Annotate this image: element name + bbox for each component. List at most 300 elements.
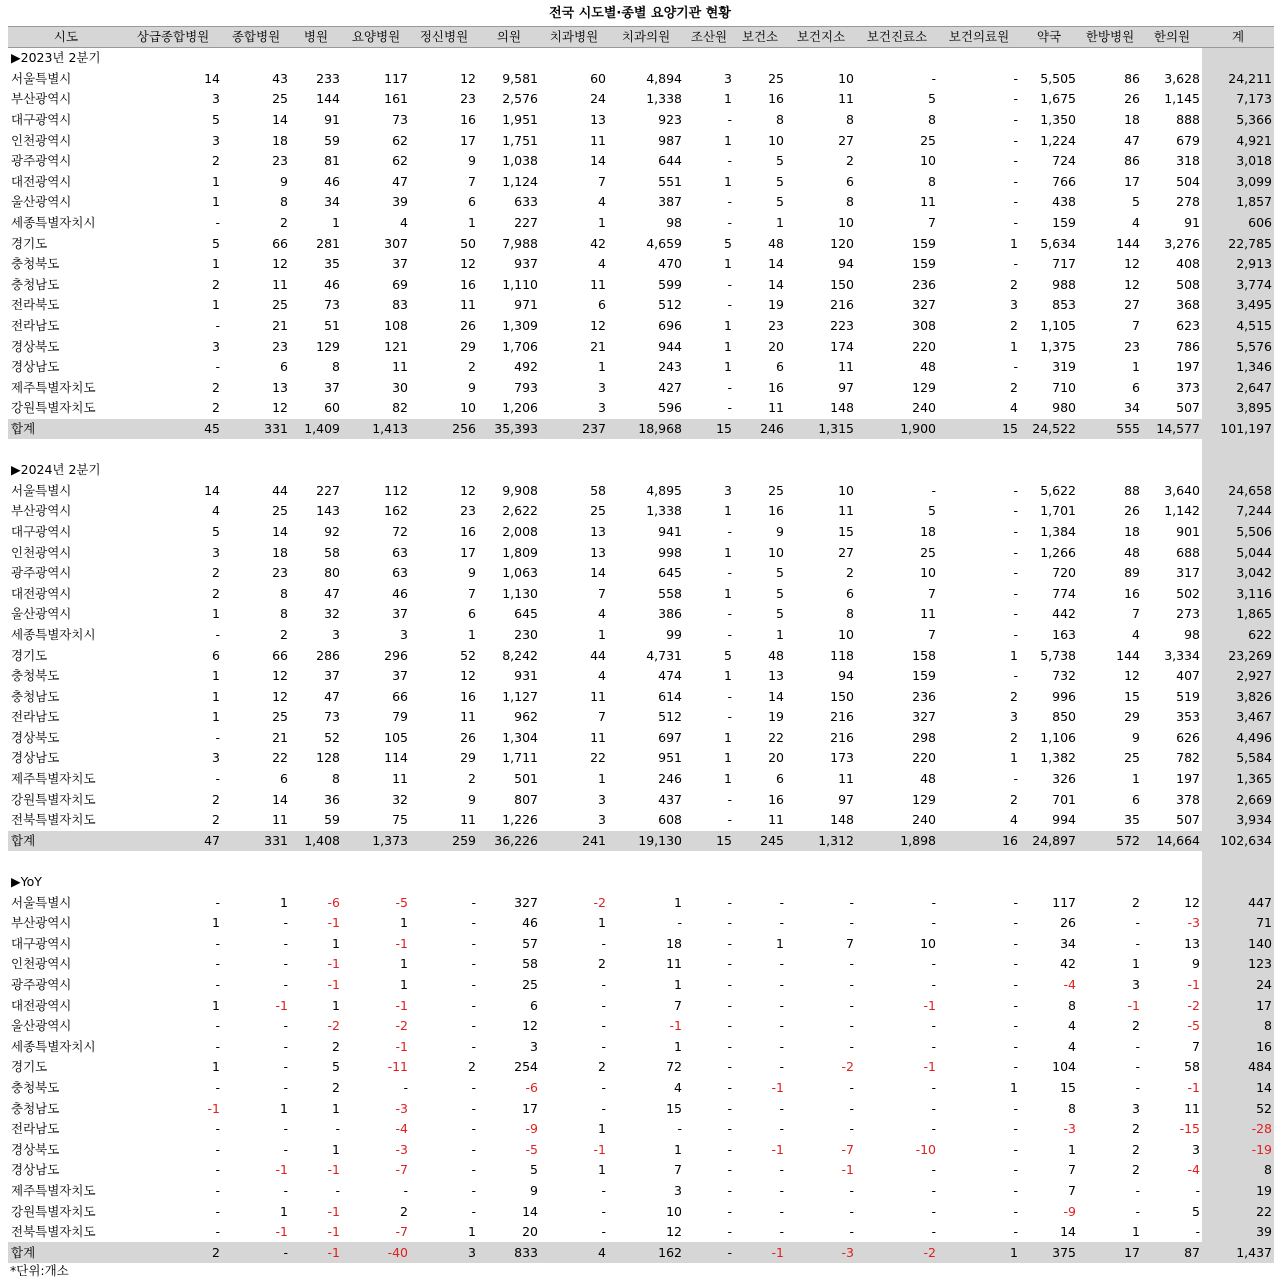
value-cell: 1,145 — [1164, 91, 1200, 107]
value-cell: 427 — [658, 379, 682, 395]
value-cell: 1,224 — [1040, 132, 1076, 148]
value-cell: 962 — [514, 709, 538, 725]
value-cell: - — [727, 276, 732, 292]
region-cell: 경상북도 — [11, 1141, 60, 1157]
value-cell: 10 — [768, 132, 784, 148]
value-cell: 9,908 — [502, 482, 538, 498]
value-cell: 18 — [920, 523, 936, 539]
value-cell: - — [601, 1203, 606, 1219]
value-cell: 1,865 — [1202, 604, 1274, 625]
value-cell: 20 — [768, 338, 784, 354]
value-cell: 245 — [734, 831, 786, 852]
value-cell: 162 — [608, 1242, 684, 1263]
table-row — [8, 748, 1274, 769]
value-cell: -1 — [395, 997, 408, 1013]
value-cell: -3 — [395, 1100, 408, 1116]
value-cell: 1,106 — [1040, 729, 1076, 745]
region-cell: 세종특별자치시 — [11, 215, 96, 231]
value-cell: - — [1013, 977, 1018, 993]
value-cell: 11 — [768, 812, 784, 828]
value-cell: 15 — [684, 831, 734, 852]
table-row — [8, 1016, 1274, 1037]
statistics-table — [8, 26, 1274, 1263]
value-cell: 1 — [332, 1141, 340, 1157]
value-cell: 3 — [724, 482, 732, 498]
value-cell: 11 — [392, 771, 408, 787]
value-cell: 60 — [324, 400, 340, 416]
column-header: 시도 — [8, 27, 124, 48]
value-cell: 11 — [392, 359, 408, 375]
value-cell: -15 — [1179, 1121, 1200, 1137]
value-cell: 42 — [590, 235, 606, 251]
value-cell: - — [849, 915, 854, 931]
value-cell: 6 — [1132, 791, 1140, 807]
value-cell: 62 — [392, 153, 408, 169]
value-cell: 1 — [332, 997, 340, 1013]
value-cell: 1 — [280, 1100, 288, 1116]
value-cell: 1 — [598, 1121, 606, 1137]
value-cell: 1 — [674, 1141, 682, 1157]
table-row — [8, 666, 1274, 687]
value-cell: -1 — [290, 1242, 342, 1263]
value-cell: 1 — [212, 606, 220, 622]
value-cell: 102,634 — [1202, 831, 1274, 852]
value-cell: 1 — [1132, 956, 1140, 972]
region-cell: 경기도 — [11, 1059, 48, 1075]
value-cell: 2 — [846, 153, 854, 169]
value-cell: 46 — [324, 276, 340, 292]
value-cell: 16 — [460, 112, 476, 128]
value-cell: 2 — [212, 791, 220, 807]
value-cell: 14 — [590, 565, 606, 581]
value-cell: - — [727, 1059, 732, 1075]
table-row — [8, 810, 1274, 831]
table-row — [8, 480, 1274, 501]
value-cell: 3 — [1010, 297, 1018, 313]
table-row — [8, 975, 1274, 996]
value-cell: 5 — [1192, 1203, 1200, 1219]
value-cell: 117 — [1052, 894, 1076, 910]
value-cell: - — [283, 977, 288, 993]
value-cell: 16 — [768, 503, 784, 519]
value-cell: - — [779, 1203, 784, 1219]
value-cell: 626 — [1176, 729, 1200, 745]
value-cell: 373 — [1176, 379, 1200, 395]
value-cell: 4 — [540, 1242, 608, 1263]
value-cell: -5 — [395, 894, 408, 910]
value-cell: - — [779, 1018, 784, 1034]
value-cell: 1 — [212, 668, 220, 684]
value-cell: 5 — [724, 647, 732, 663]
table-row — [8, 954, 1274, 975]
value-cell: 14 — [522, 1203, 538, 1219]
value-cell: 286 — [316, 647, 340, 663]
value-cell: 1,063 — [502, 565, 538, 581]
value-cell: 8 — [332, 771, 340, 787]
value-cell: 1,900 — [856, 419, 938, 440]
value-cell: 66 — [392, 688, 408, 704]
value-cell: 2 — [598, 1059, 606, 1075]
value-cell: 327 — [514, 894, 538, 910]
value-cell: 47 — [124, 831, 222, 852]
table-row — [8, 357, 1274, 378]
value-cell: 1 — [674, 977, 682, 993]
value-cell: 1,226 — [502, 812, 538, 828]
value-cell: 1,105 — [1040, 318, 1076, 334]
value-cell: 447 — [1202, 892, 1274, 913]
value-cell: 29 — [460, 750, 476, 766]
value-cell: 2 — [280, 215, 288, 231]
value-cell: 48 — [768, 647, 784, 663]
value-cell: - — [727, 791, 732, 807]
value-cell: 4 — [598, 606, 606, 622]
table-row — [8, 625, 1274, 646]
region-cell: 경상남도 — [11, 359, 60, 375]
value-cell: 18 — [1124, 112, 1140, 128]
value-cell: 720 — [1052, 565, 1076, 581]
value-cell: 6 — [212, 647, 220, 663]
value-cell: 8 — [280, 606, 288, 622]
value-cell: 6 — [280, 359, 288, 375]
table-row — [8, 913, 1274, 934]
value-cell: 1,124 — [502, 173, 538, 189]
value-cell: - — [727, 1121, 732, 1137]
value-cell: 3,467 — [1202, 707, 1274, 728]
value-cell: 1,898 — [856, 831, 938, 852]
value-cell: 2 — [1010, 729, 1018, 745]
value-cell: 12 — [1124, 668, 1140, 684]
value-cell: 197 — [1176, 359, 1200, 375]
value-cell: 1 — [212, 194, 220, 210]
value-cell: - — [1013, 194, 1018, 210]
value-cell: 931 — [514, 668, 538, 684]
value-cell: 1 — [674, 894, 682, 910]
value-cell: 25 — [590, 503, 606, 519]
value-cell: - — [1013, 153, 1018, 169]
value-cell: 23 — [272, 153, 288, 169]
value-cell: 2 — [1132, 1141, 1140, 1157]
value-cell: 59 — [324, 812, 340, 828]
value-cell: - — [849, 1203, 854, 1219]
table-row — [8, 707, 1274, 728]
value-cell: - — [677, 915, 682, 931]
value-cell: 7 — [468, 585, 476, 601]
value-cell: 3,018 — [1202, 151, 1274, 172]
value-cell: - — [1195, 1224, 1200, 1240]
value-cell: 1 — [938, 1242, 1020, 1263]
value-cell: - — [215, 729, 220, 745]
value-cell: 10 — [838, 215, 854, 231]
value-cell: 9 — [468, 379, 476, 395]
total-row — [8, 831, 1274, 852]
value-cell: 1,038 — [502, 153, 538, 169]
value-cell: 1,375 — [1040, 338, 1076, 354]
value-cell: 16 — [460, 688, 476, 704]
table-row — [8, 275, 1274, 296]
value-cell: 1 — [1132, 359, 1140, 375]
table-row — [8, 1119, 1274, 1140]
value-cell: 25 — [272, 297, 288, 313]
value-cell: 696 — [658, 318, 682, 334]
value-cell: - — [601, 1038, 606, 1054]
table-row — [8, 336, 1274, 357]
value-cell: 1 — [598, 359, 606, 375]
value-cell: 25 — [1124, 750, 1140, 766]
value-cell: 572 — [1078, 831, 1142, 852]
value-cell: 25 — [768, 70, 784, 86]
value-cell: 25 — [272, 91, 288, 107]
value-cell: 2 — [332, 1079, 340, 1095]
value-cell: 24 — [1202, 975, 1274, 996]
region-cell: 전북특별자치도 — [11, 1224, 96, 1240]
value-cell: 7 — [1132, 606, 1140, 622]
value-cell: 298 — [912, 729, 936, 745]
value-cell: 697 — [658, 729, 682, 745]
value-cell: 5 — [212, 235, 220, 251]
value-cell: - — [1135, 1059, 1140, 1075]
value-cell: 17 — [460, 544, 476, 560]
region-cell: 인천광역시 — [11, 544, 72, 560]
value-cell: - — [727, 688, 732, 704]
value-cell: - — [283, 915, 288, 931]
value-cell: 44 — [590, 647, 606, 663]
region-cell: 경상남도 — [11, 750, 60, 766]
value-cell: -11 — [387, 1059, 408, 1075]
value-cell: 10 — [666, 1203, 682, 1219]
value-cell: - — [931, 1079, 936, 1095]
value-cell: 48 — [1124, 544, 1140, 560]
value-cell: -1 — [923, 997, 936, 1013]
value-cell: 52 — [324, 729, 340, 745]
region-cell: 합계 — [8, 419, 124, 440]
region-cell: 경상북도 — [11, 729, 60, 745]
value-cell: 5,044 — [1202, 542, 1274, 563]
value-cell: 21 — [272, 318, 288, 334]
value-cell: - — [601, 1100, 606, 1116]
table-row — [8, 172, 1274, 193]
value-cell: 25 — [272, 503, 288, 519]
value-cell: 2 — [1132, 1018, 1140, 1034]
value-cell: - — [1135, 1079, 1140, 1095]
value-cell: 278 — [1176, 194, 1200, 210]
value-cell: 2 — [124, 1242, 222, 1263]
value-cell: 937 — [514, 256, 538, 272]
value-cell: 256 — [410, 419, 478, 440]
value-cell: 6 — [776, 359, 784, 375]
value-cell: - — [931, 1121, 936, 1137]
value-cell: 596 — [658, 400, 682, 416]
value-cell: 1,373 — [342, 831, 410, 852]
section-heading-row — [8, 460, 1274, 481]
value-cell: 254 — [514, 1059, 538, 1075]
value-cell: 8 — [280, 194, 288, 210]
value-cell: -4 — [1063, 977, 1076, 993]
value-cell: - — [727, 379, 732, 395]
value-cell: - — [1013, 1038, 1018, 1054]
value-cell: 1 — [724, 359, 732, 375]
value-cell: 850 — [1052, 709, 1076, 725]
value-cell: - — [1013, 565, 1018, 581]
value-cell: 148 — [830, 400, 854, 416]
value-cell: - — [471, 977, 476, 993]
value-cell: 3,934 — [1202, 810, 1274, 831]
value-cell: 3,774 — [1202, 275, 1274, 296]
value-cell: 644 — [658, 153, 682, 169]
value-cell: 24,658 — [1202, 480, 1274, 501]
value-cell: 15 — [938, 419, 1020, 440]
value-cell: 679 — [1176, 132, 1200, 148]
value-cell: 19 — [768, 297, 784, 313]
value-cell: 230 — [514, 626, 538, 642]
value-cell: 128 — [316, 750, 340, 766]
value-cell: 12 — [272, 668, 288, 684]
value-cell: - — [727, 297, 732, 313]
region-cell: 강원특별자치도 — [11, 791, 96, 807]
value-cell: - — [283, 1038, 288, 1054]
value-cell: 1,382 — [1040, 750, 1076, 766]
value-cell: 296 — [384, 647, 408, 663]
value-cell: 807 — [514, 791, 538, 807]
value-cell: - — [215, 215, 220, 231]
value-cell: 23 — [460, 503, 476, 519]
value-cell: - — [779, 977, 784, 993]
value-cell: 22 — [1202, 1201, 1274, 1222]
value-cell: 2 — [332, 1038, 340, 1054]
value-cell: 7 — [674, 997, 682, 1013]
value-cell: 129 — [912, 791, 936, 807]
region-cell: 전라남도 — [11, 318, 60, 334]
value-cell: 159 — [912, 256, 936, 272]
value-cell: -7 — [395, 1224, 408, 1240]
value-cell: - — [727, 1038, 732, 1054]
value-cell: - — [1013, 1018, 1018, 1034]
value-cell: 150 — [830, 688, 854, 704]
value-cell: - — [727, 112, 732, 128]
value-cell: - — [849, 1182, 854, 1198]
value-cell: 994 — [1052, 812, 1076, 828]
value-cell: 158 — [912, 647, 936, 663]
region-cell: 충청북도 — [11, 256, 60, 272]
value-cell: 91 — [324, 112, 340, 128]
value-cell: - — [931, 977, 936, 993]
value-cell: - — [471, 1038, 476, 1054]
value-cell: 92 — [324, 523, 340, 539]
table-row — [8, 604, 1274, 625]
value-cell: - — [1013, 606, 1018, 622]
value-cell: 48 — [920, 359, 936, 375]
region-cell: 인천광역시 — [11, 956, 72, 972]
value-cell: - — [727, 523, 732, 539]
region-cell: 전북특별자치도 — [11, 812, 96, 828]
value-cell: - — [779, 915, 784, 931]
table-row — [8, 130, 1274, 151]
value-cell: 80 — [324, 565, 340, 581]
column-header: 보건의료원 — [938, 27, 1020, 48]
value-cell: - — [779, 894, 784, 910]
value-cell: 6 — [598, 297, 606, 313]
value-cell: 11 — [590, 132, 606, 148]
value-cell: 8 — [332, 359, 340, 375]
value-cell: - — [1013, 91, 1018, 107]
value-cell: 2 — [1132, 1121, 1140, 1137]
value-cell: -1 — [593, 1141, 606, 1157]
value-cell: -1 — [275, 997, 288, 1013]
value-cell: 7 — [598, 173, 606, 189]
value-cell: 3 — [212, 132, 220, 148]
value-cell: 407 — [1176, 668, 1200, 684]
value-cell: 551 — [658, 173, 682, 189]
region-cell: 충청남도 — [11, 1100, 60, 1116]
value-cell: 1 — [724, 771, 732, 787]
value-cell: 17 — [1202, 995, 1274, 1016]
value-cell: 5 — [928, 503, 936, 519]
value-cell: - — [931, 915, 936, 931]
table-row — [8, 1037, 1274, 1058]
value-cell: - — [849, 1079, 854, 1095]
value-cell: 52 — [460, 647, 476, 663]
value-cell: - — [931, 1018, 936, 1034]
value-cell: 5 — [530, 1162, 538, 1178]
value-cell: - — [849, 1100, 854, 1116]
value-cell: 2 — [1010, 276, 1018, 292]
value-cell: - — [727, 812, 732, 828]
value-cell: 22 — [272, 750, 288, 766]
value-cell: 7 — [1192, 1038, 1200, 1054]
column-header: 의원 — [478, 27, 540, 48]
value-cell: 504 — [1176, 173, 1200, 189]
value-cell: 16 — [1124, 585, 1140, 601]
value-cell: 52 — [1202, 1098, 1274, 1119]
value-cell: 72 — [392, 523, 408, 539]
region-cell: 광주광역시 — [11, 153, 72, 169]
value-cell: 12 — [460, 70, 476, 86]
value-cell: - — [471, 997, 476, 1013]
value-cell: - — [727, 894, 732, 910]
value-cell: 327 — [912, 297, 936, 313]
table-row — [8, 522, 1274, 543]
value-cell: 5,634 — [1040, 235, 1076, 251]
value-cell: 36 — [324, 791, 340, 807]
value-cell: 1 — [1010, 338, 1018, 354]
value-cell: 197 — [1176, 771, 1200, 787]
value-cell: 220 — [912, 338, 936, 354]
value-cell: 6 — [1132, 379, 1140, 395]
value-cell: 766 — [1052, 173, 1076, 189]
value-cell: 159 — [1052, 215, 1076, 231]
value-cell: 11 — [838, 359, 854, 375]
value-cell: 17 — [1078, 1242, 1142, 1263]
value-cell: 14 — [590, 153, 606, 169]
value-cell: 941 — [658, 523, 682, 539]
value-cell: 1 — [724, 729, 732, 745]
value-cell: -2 — [593, 894, 606, 910]
value-cell: 1 — [280, 1203, 288, 1219]
value-cell: 1 — [1010, 1079, 1018, 1095]
value-cell: 1 — [674, 1038, 682, 1054]
value-cell: 240 — [912, 400, 936, 416]
value-cell: - — [471, 1100, 476, 1116]
value-cell: 12 — [666, 1224, 682, 1240]
value-cell: -1 — [1127, 997, 1140, 1013]
value-cell: - — [1013, 256, 1018, 272]
value-cell: - — [215, 1224, 220, 1240]
value-cell: 1,384 — [1040, 523, 1076, 539]
value-cell: - — [727, 1079, 732, 1095]
value-cell: 15 — [684, 419, 734, 440]
value-cell: - — [849, 894, 854, 910]
value-cell: 66 — [272, 235, 288, 251]
value-cell: 63 — [392, 565, 408, 581]
